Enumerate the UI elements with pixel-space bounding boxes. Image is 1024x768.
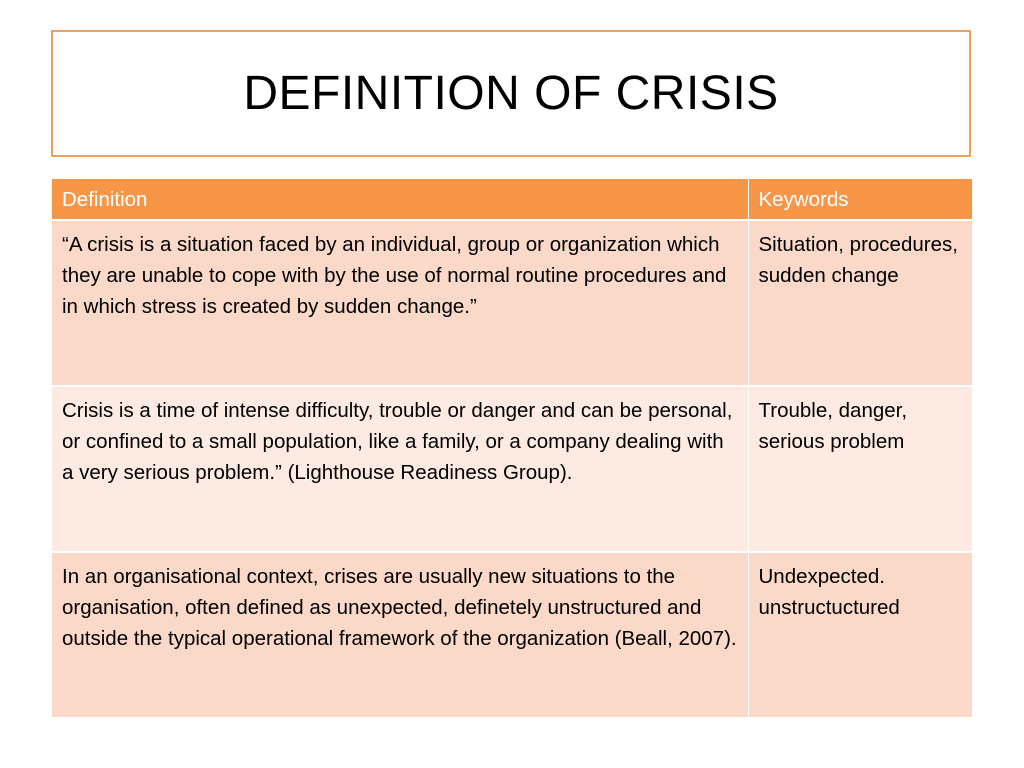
header-keywords: Keywords — [748, 179, 972, 220]
header-definition: Definition — [52, 179, 748, 220]
table-row — [52, 552, 972, 718]
definition-table — [52, 179, 973, 719]
definition-cell: In an organisational context, crises are usually new situations to the organisation, often defined as unexpected, definetely unstructured and outside the typical operational framework of the organization (Beall, 2007). — [52, 552, 748, 718]
keywords-cell: Undexpected. unstructuctured — [748, 552, 972, 718]
definition-cell: “A crisis is a situation faced by an individual, group or organization which they are unable to cope with by the use of normal routine procedures and in which stress is created by sudden change.” — [52, 220, 748, 386]
keywords-cell: Trouble, danger, serious problem — [748, 386, 972, 552]
table-header-row — [52, 179, 972, 220]
title-box — [51, 30, 971, 157]
table-row — [52, 386, 972, 552]
definition-cell: Crisis is a time of intense difficulty, trouble or danger and can be personal, or confined to a small population, like a family, or a company dealing with a very serious problem.” (Lighthouse Readiness Group). — [52, 386, 748, 552]
keywords-cell: Situation, procedures, sudden change — [748, 220, 972, 386]
table-row — [52, 220, 972, 386]
slide-title: DEFINITION OF CRISIS — [243, 67, 779, 120]
